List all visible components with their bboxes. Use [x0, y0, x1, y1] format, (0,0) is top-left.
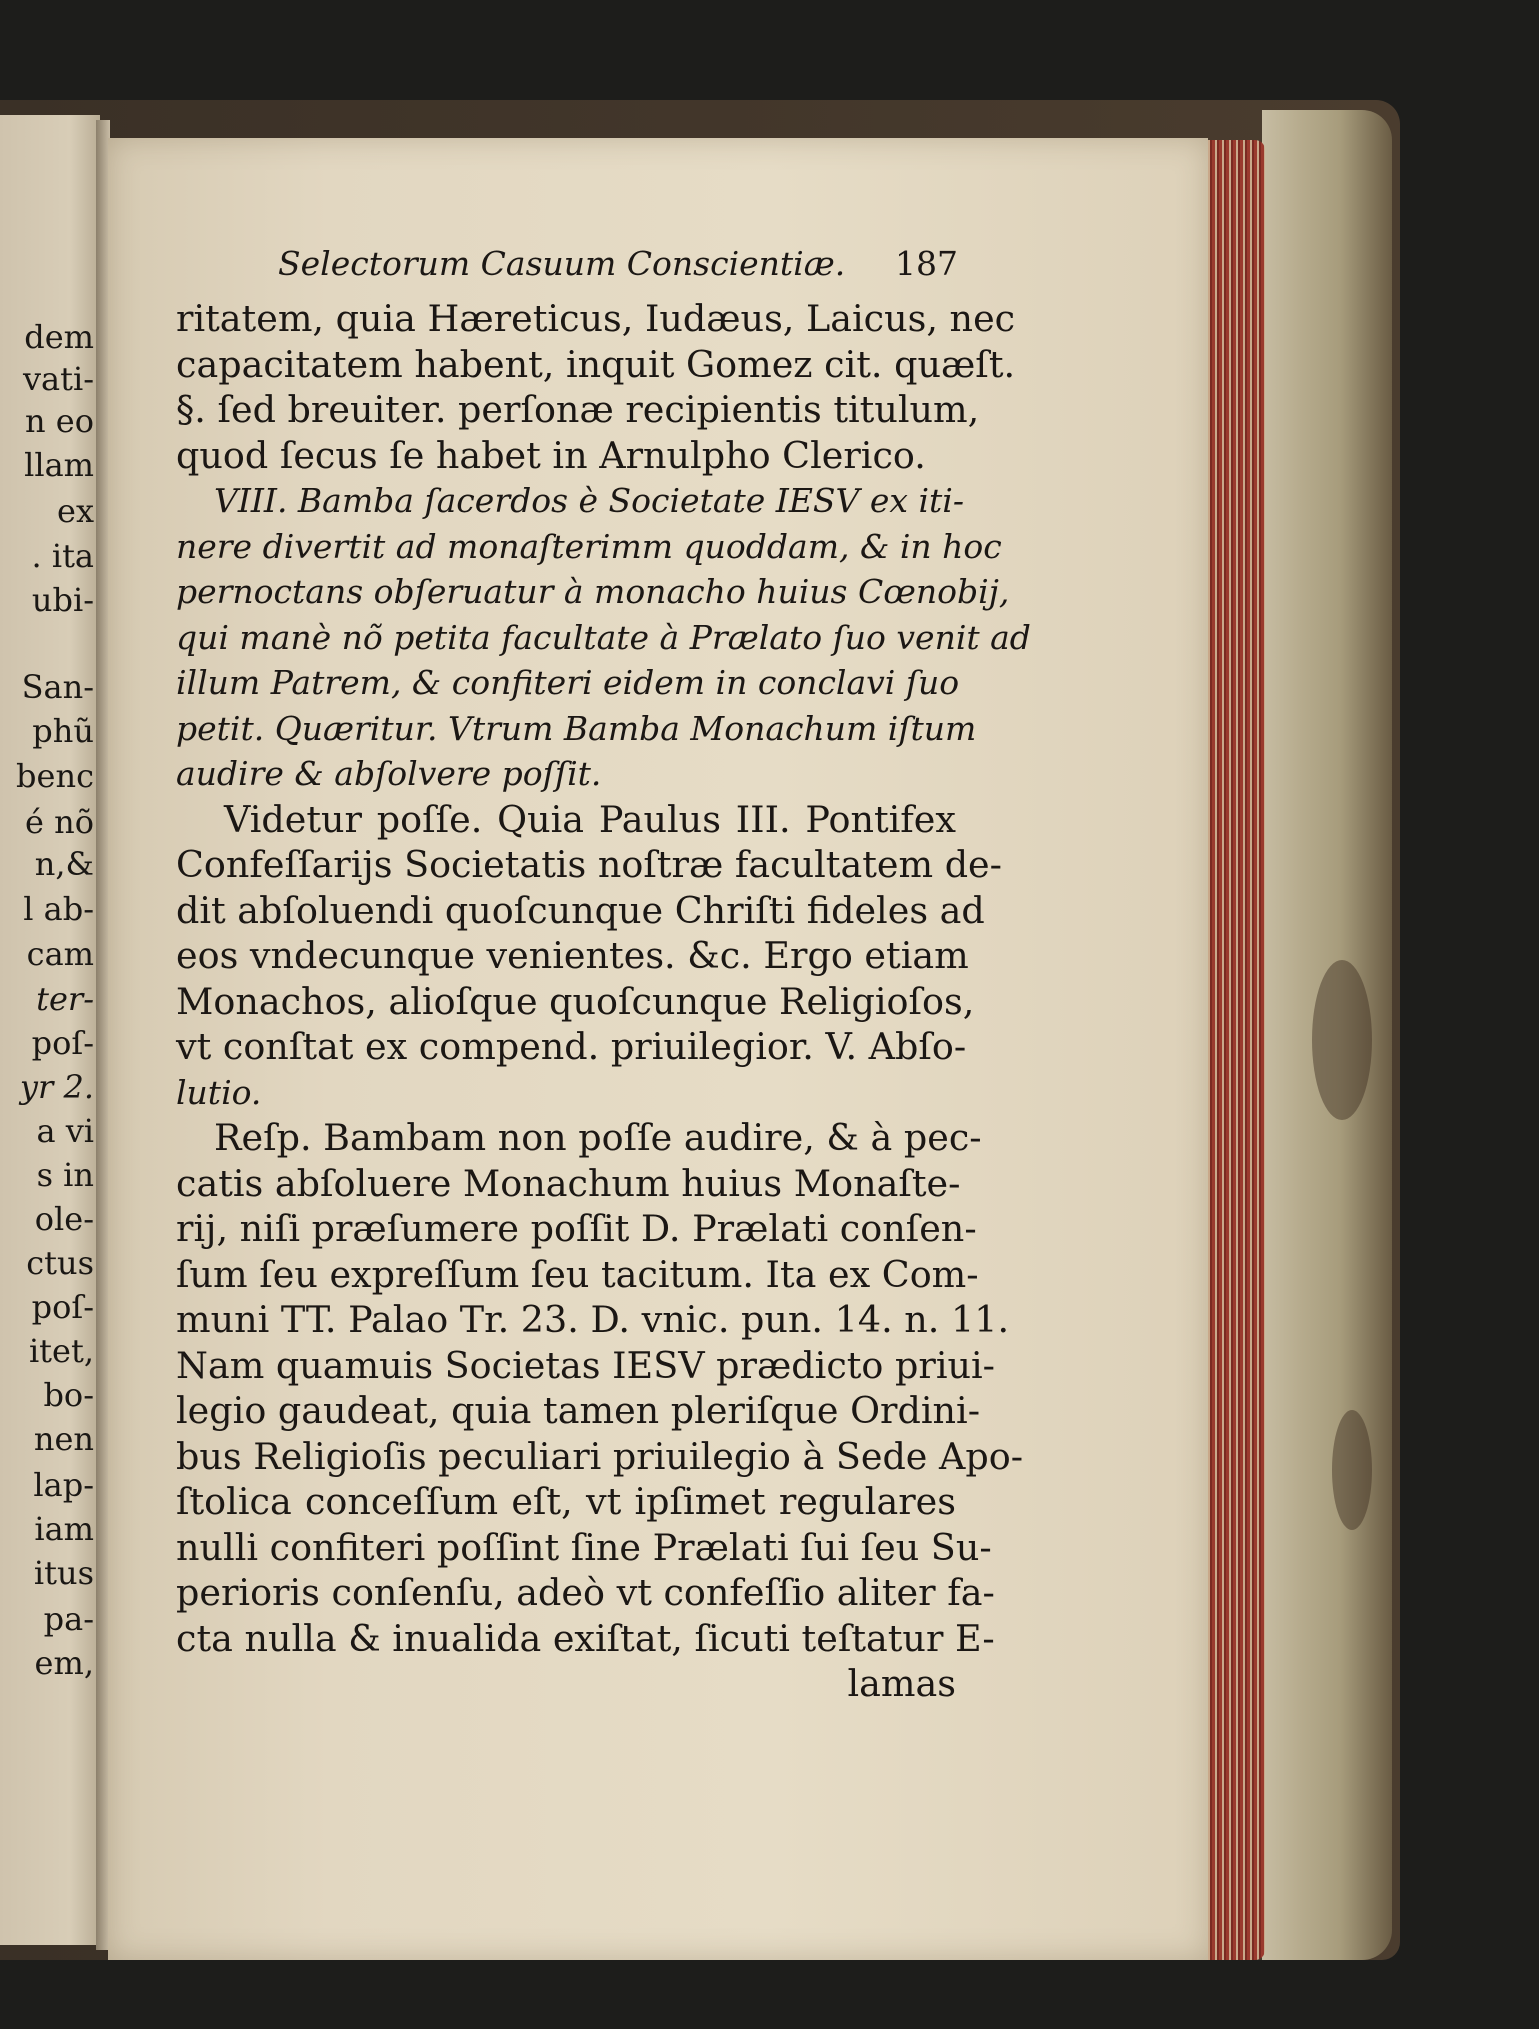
text-line: Confeſſarijs Societatis noſtræ facultatem de-: [176, 843, 1002, 886]
text-line: audire & abſolvere poſſit.: [176, 754, 602, 793]
page-number: 187: [895, 244, 958, 283]
page-edges: [1205, 140, 1265, 1960]
text-line: dit abſoluendi quoſcunque Chriſti fideles ad: [176, 888, 985, 932]
left-page-fragment: ex: [57, 492, 94, 530]
running-header: [278, 244, 958, 283]
left-page-fragment: s in: [36, 1156, 94, 1194]
left-page-fragment: l ab-: [23, 890, 94, 928]
text-line: quod ſecus ſe habet in Arnulpho Clerico.: [176, 433, 926, 477]
text-line: VIII. Bamba ſacerdos è Societate IESV ex iti-: [214, 481, 964, 520]
book-fore-edge-cover: [1262, 110, 1392, 1960]
text-line: qui manè nõ petita facultate à Prælato ſuo venit ad: [176, 617, 1031, 657]
left-page-fragment: a vi: [36, 1112, 94, 1150]
left-page: [0, 115, 100, 1945]
left-page-fragment: bo-: [43, 1376, 94, 1414]
left-page-fragment: . ita: [31, 537, 94, 575]
catchword: lamas: [847, 1662, 956, 1705]
left-page-fragment: yr 2.: [19, 1068, 94, 1106]
text-line: Monachos, alioſque quoſcunque Religioſos,: [176, 979, 975, 1023]
stain: [1332, 1410, 1372, 1530]
text-line: lutio.: [176, 1072, 262, 1112]
text-line: cta nulla & inualida exiſtat, ſicuti teſtatur E-: [176, 1616, 995, 1660]
left-page-fragment: ubi-: [31, 581, 94, 619]
page-body: [176, 296, 1031, 1707]
left-page-fragment: lap-: [33, 1466, 94, 1504]
left-page-fragment: itet,: [28, 1332, 94, 1370]
text-line: eos vndecunque venientes. &c. Ergo etiam: [176, 934, 969, 977]
text-line: nulli confiteri poſſint ſine Prælati ſui ſeu Su-: [176, 1525, 992, 1569]
stain: [1312, 960, 1372, 1120]
text-line: ſum ſeu expreſſum ſeu tacitum. Ita ex Com-: [176, 1252, 979, 1296]
left-page-fragment: vati-: [22, 360, 94, 398]
text-line: ſtolica conceſſum eſt, vt ipſimet regulares: [176, 1480, 956, 1523]
left-page-fragment: n eo: [25, 402, 94, 440]
left-page-fragment: phũ: [32, 712, 94, 750]
left-page-fragment: é nõ: [25, 803, 94, 841]
text-line: ritatem, quia Hæreticus, Iudæus, Laicus, nec: [176, 297, 1016, 340]
text-line: petit. Quæritur. Vtrum Bamba Monachum iſtum: [176, 708, 977, 748]
text-line: nere divertit ad monaſterimm quoddam, & in hoc: [176, 526, 1002, 566]
left-page-fragment: dem: [24, 318, 94, 356]
text-line: perioris conſenſu, adeò vt confeſſio aliter fa-: [176, 1571, 995, 1614]
left-page-fragment: ole-: [34, 1200, 94, 1238]
left-page-fragment: llam: [24, 446, 94, 484]
header-title: Selectorum Casuum Conscientiæ.: [278, 244, 846, 283]
left-page-fragment: itus: [33, 1554, 94, 1592]
text-line: Nam quamuis Societas IESV prædicto priui-: [176, 1343, 996, 1387]
text-line: vt conſtat ex compend. priuilegior. V. Abſo-: [176, 1025, 967, 1068]
left-page-fragment: em,: [34, 1644, 94, 1682]
left-page-fragment: pa-: [43, 1600, 94, 1638]
left-page-fragment: cam: [26, 935, 94, 973]
left-page-fragment: San-: [21, 668, 94, 706]
left-page-fragment: poſ-: [31, 1024, 94, 1062]
text-line: bus Religioſis peculiari priuilegio à Sede Apo-: [176, 1434, 1024, 1478]
text-line: pernoctans obſeruatur à monacho huius Cœnobij,: [176, 572, 1010, 611]
left-page-fragment: ter-: [36, 980, 94, 1018]
text-line: catis abſoluere Monachum huius Monaſte-: [176, 1161, 961, 1205]
text-line: Reſp. Bambam non poſſe audire, & à pec-: [214, 1116, 982, 1159]
text-line: capacitatem habent, inquit Gomez cit. quæſt.: [176, 342, 1016, 386]
text-line: muni TT. Palao Tr. 23. D. vnic. pun. 14. n. 11.: [176, 1298, 1010, 1341]
text-line: illum Patrem, & confiteri eidem in conclavi ſuo: [176, 663, 960, 702]
left-page-fragment: n,&: [34, 845, 94, 883]
text-line: Videtur poſſe. Quia Paulus III. Pontifex: [224, 797, 956, 841]
left-page-fragment: ctus: [26, 1244, 94, 1282]
text-line: rij, niſi præſumere poſſit D. Prælati conſen-: [176, 1207, 977, 1250]
text-line: legio gaudeat, quia tamen pleriſque Ordini-: [176, 1389, 981, 1432]
left-page-fragment: benc: [16, 757, 94, 795]
text-line: §. ſed breuiter. perſonæ recipientis titulum,: [176, 388, 980, 431]
left-page-fragment: iam: [34, 1510, 94, 1548]
left-page-fragment: poſ-: [31, 1288, 94, 1326]
left-page-fragment: nen: [33, 1420, 94, 1458]
